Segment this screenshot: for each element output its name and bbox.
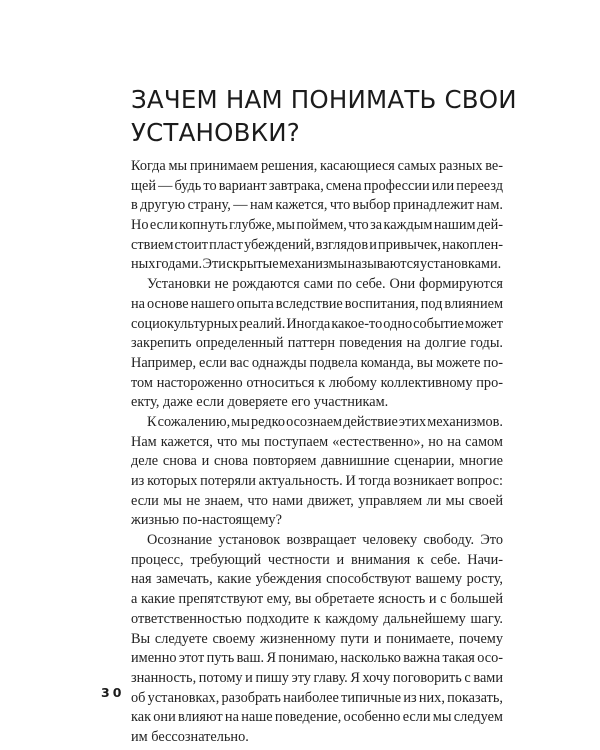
text-line: в другую страну, — нам кажется, что выбор принадлежит нам. <box>131 197 503 214</box>
text-line: ствием стоит пласт убеждений, взглядов и привычек, накоплен- <box>131 236 503 253</box>
paragraph-3 <box>131 413 503 531</box>
chapter-title-line: УСТАНОВКИ? <box>131 118 301 147</box>
text-line: Осознание установок возвращает человеку свободу. Это <box>147 532 503 549</box>
text-line: социокультурных реалий. Иногда какое-то одно событие может <box>131 315 503 332</box>
text-line: ных годами. Эти скрытые механизмы называются установками. <box>131 256 502 273</box>
chapter-title <box>131 83 531 149</box>
text-line: Например, если вас однажды подвела команда, вы можете по- <box>131 354 503 371</box>
text-line: на основе нашего опыта вследствие воспитания, под влиянием <box>131 295 503 312</box>
text-line: об установках, разобрать наиболее типичные из них, показать, <box>131 689 503 706</box>
text-line: ответственностью подходите к каждому дальнейшему шагу. <box>131 610 503 627</box>
text-line: щей — будь то вариант завтрака, смена профессии или переезд <box>131 177 503 194</box>
text-line: Нам кажется, что мы поступаем «естественно», но на самом <box>131 433 503 450</box>
text-line: Когда мы принимаем решения, касающиеся самых разных ве- <box>131 158 503 174</box>
text-line: том настороженно относиться к любому коллективному про- <box>131 374 503 391</box>
text-line: Установки не рождаются сами по себе. Они формируются <box>147 276 503 293</box>
text-line: Но если копнуть глубже, мы поймем, что за каждым нашим дей- <box>131 217 503 234</box>
text-line: им бессознательно. <box>131 728 249 745</box>
text-line: если мы не знаем, что нами движет, управляем ли мы своей <box>131 492 503 509</box>
text-line: К сожалению, мы редко осознаем действие этих механизмов. <box>147 413 503 430</box>
paragraph-1 <box>131 157 503 275</box>
chapter-title-line: ЗАЧЕМ НАМ ПОНИМАТЬ СВОИ <box>131 85 517 114</box>
text-line: процесс, требующий честности и внимания к себе. Начи- <box>131 551 503 568</box>
text-line: из которых потеряли актуальность. И тогда возникает вопрос: <box>131 473 503 489</box>
text-line: а какие препятствуют ему, вы обретаете ясность и с большей <box>131 591 503 608</box>
text-line: екту, даже если доверяете его участникам. <box>131 394 389 411</box>
text-line: именно этот путь ваш. Я понимаю, насколько важна такая осо- <box>131 650 503 667</box>
paragraph-2 <box>131 275 503 413</box>
paragraph-4 <box>131 531 503 748</box>
text-line: деле снова и снова повторяем давнишние сценарии, многие <box>131 453 503 470</box>
text-line: знанность, потому и пишу эту главу. Я хочу поговорить с вами <box>131 669 503 686</box>
body-text <box>131 157 503 748</box>
page-number: 30 <box>101 685 125 700</box>
text-line: Вы следуете своему жизненному пути и понимаете, почему <box>131 630 503 647</box>
text-line: закрепить определенный паттерн поведения на долгие годы. <box>131 335 503 352</box>
text-line: жизнью по-настоящему? <box>131 512 282 529</box>
text-line: как они влияют на наше поведение, особенно если мы следуем <box>131 709 503 726</box>
text-line: ная замечать, какие убеждения способствуют вашему росту, <box>131 571 503 588</box>
